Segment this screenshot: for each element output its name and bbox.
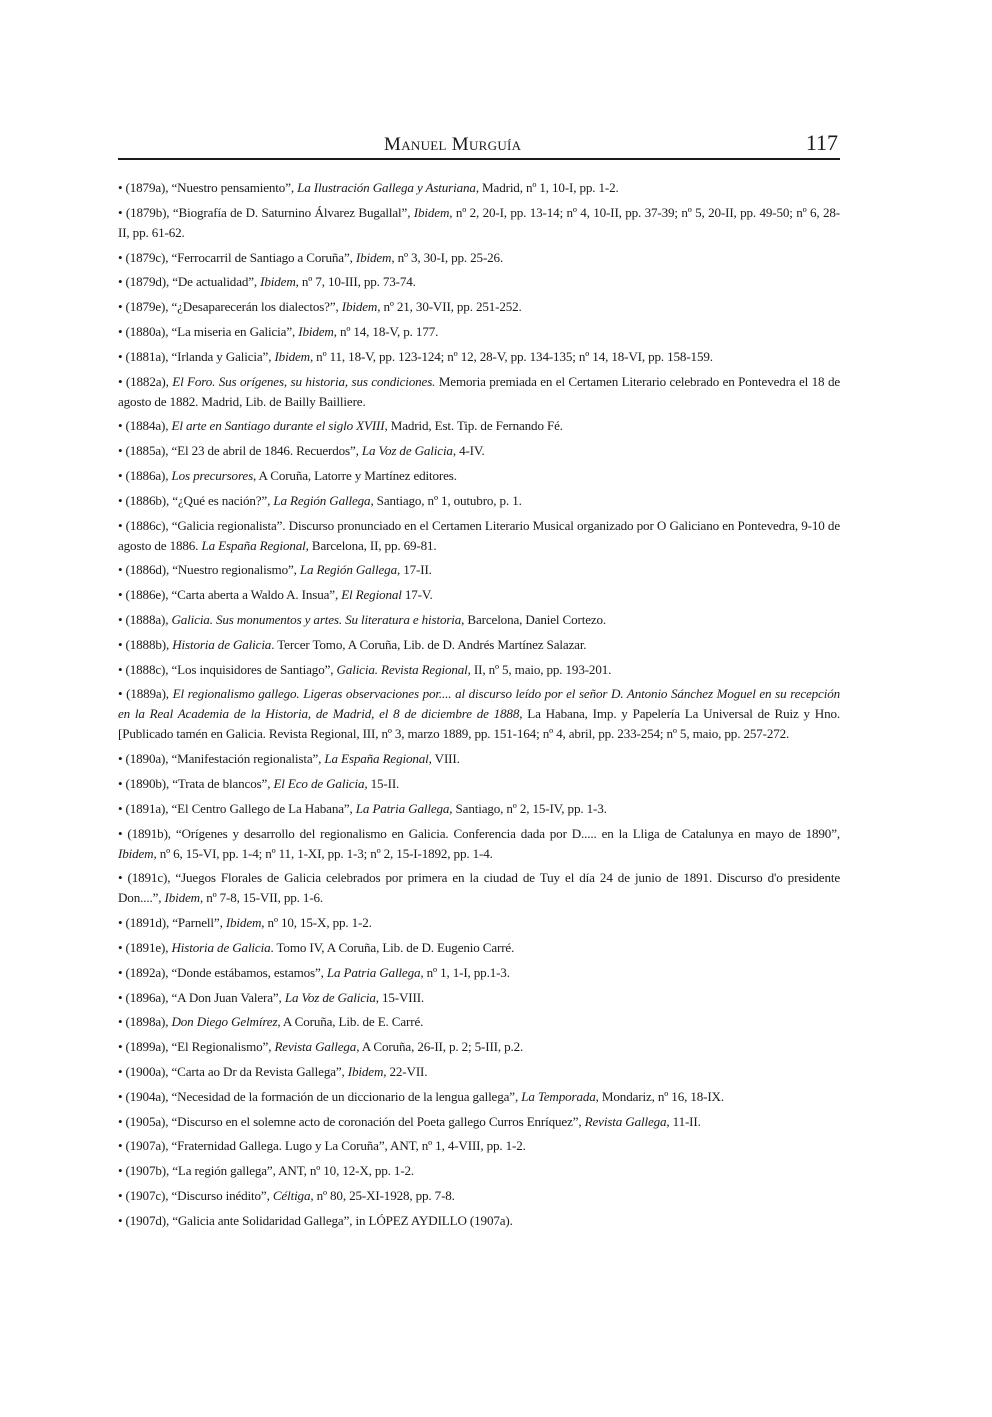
- entry-prefix: • (1879c), “Ferrocarril de Santiago a Coruña”,: [118, 249, 356, 265]
- bibliography-entry: [118, 1062, 840, 1082]
- entry-title: La Voz de Galicia: [361, 443, 453, 459]
- entry-title: Ibidem: [164, 890, 200, 906]
- entry-title: Ibidem: [347, 1063, 384, 1079]
- entry-title: La Temporada: [521, 1088, 596, 1104]
- bibliography-entry: [118, 1087, 840, 1107]
- entry-prefix: • (1900a), “Carta ao Dr da Revista Gallega”,: [118, 1063, 348, 1079]
- entry-title: Ibidem: [298, 323, 334, 339]
- entry-suffix: , nº 80, 25-XI-1928, pp. 7-8.: [310, 1187, 455, 1203]
- entry-prefix: • (1891d), “Parnell”,: [118, 915, 226, 931]
- entry-suffix: , Mondariz, nº 16, 18-IX.: [595, 1088, 724, 1104]
- entry-title: Ibidem: [118, 845, 154, 861]
- bibliography-entry: [118, 799, 840, 819]
- entry-suffix: , nº 10, 15-X, pp. 1-2.: [261, 915, 372, 931]
- entry-suffix: , nº 1, 1-I, pp.1-3.: [420, 964, 510, 980]
- bibliography-entry: [118, 1037, 840, 1057]
- bibliography-entry: [118, 824, 840, 864]
- bibliography-entry: [118, 585, 840, 605]
- entry-suffix: , Madrid, Est. Tip. de Fernando Fé.: [384, 418, 563, 434]
- entry-title: Ibidem: [260, 274, 296, 290]
- entry-prefix: • (1886a),: [118, 467, 172, 483]
- bibliography-list: [118, 178, 840, 1231]
- entry-title: La España Regional: [201, 537, 306, 553]
- bibliography-entry: [118, 988, 840, 1008]
- entry-prefix: • (1907c), “Discurso inédito”,: [118, 1187, 273, 1203]
- entry-suffix: , Barcelona, II, pp. 69-81.: [305, 537, 437, 553]
- entry-prefix: • (1907b), “La región gallega”, ANT, nº 10, 12-X, pp. 1-2.: [118, 1163, 415, 1179]
- entry-prefix: • (1886b), “¿Qué es nación?”,: [118, 492, 274, 508]
- entry-title: El Regional: [341, 587, 402, 603]
- bibliography-entry: [118, 774, 840, 794]
- entry-title: La Patria Gallega: [326, 964, 421, 980]
- entry-prefix: • (1889a),: [118, 686, 173, 702]
- bibliography-entry: [118, 1112, 840, 1132]
- entry-prefix: • (1886c), “Galicia regionalista”. Discurso pronunciado en el Certamen Literario Musical organizado por O Galiciano en Pontevedra, 9-10 de agosto de 1886.: [118, 517, 840, 553]
- entry-suffix: , nº 14, 18-V, p. 177.: [333, 323, 439, 339]
- header-title: Manuel Murguía: [384, 134, 522, 155]
- entry-prefix: • (1890b), “Trata de blancos”,: [118, 775, 274, 791]
- entry-suffix: , nº 3, 30-I, pp. 25-26.: [391, 249, 504, 265]
- bibliography-entry: [118, 297, 840, 317]
- entry-prefix: • (1904a), “Necesidad de la formación de un diccionario de la lengua gallega”,: [118, 1088, 522, 1104]
- entry-title: Ibidem: [341, 299, 378, 315]
- bibliography-entry: [118, 660, 840, 680]
- entry-prefix: • (1907a), “Fraternidad Gallega. Lugo y La Coruña”, ANT, nº 1, 4-VIII, pp. 1-2.: [118, 1138, 526, 1154]
- bibliography-entry: [118, 416, 840, 436]
- entry-suffix: , 22-VII.: [383, 1063, 428, 1079]
- entry-suffix: , 17-II.: [396, 562, 432, 578]
- entry-prefix: • (1907d), “Galicia ante Solidaridad Gallega”, in LÓPEZ AYDILLO (1907a).: [118, 1212, 513, 1228]
- bibliography-entry: [118, 322, 840, 342]
- bibliography-entry: [118, 684, 840, 744]
- bibliography-entry: [118, 272, 840, 292]
- entry-title: La Región Gallega: [273, 492, 371, 508]
- entry-prefix: • (1884a),: [118, 418, 172, 434]
- entry-title: Revista Gallega: [274, 1039, 357, 1055]
- entry-title: El Foro. Sus orígenes, su historia, sus condiciones.: [172, 373, 436, 389]
- entry-prefix: • (1886e), “Carta aberta a Waldo A. Insua”,: [118, 587, 342, 603]
- entry-suffix: , Santiago, nº 1, outubro, p. 1.: [370, 492, 522, 508]
- bibliography-entry: [118, 749, 840, 769]
- entry-title: Ibidem: [355, 249, 392, 265]
- bibliography-entry: [118, 1012, 840, 1032]
- entry-suffix: , VIII.: [428, 751, 460, 767]
- entry-suffix: , A Coruña, Lib. de E. Carré.: [277, 1014, 424, 1030]
- entry-title: Historia de Galicia: [171, 939, 271, 955]
- entry-prefix: • (1891e),: [118, 939, 172, 955]
- bibliography-entry: [118, 516, 840, 556]
- entry-prefix: • (1879d), “De actualidad”,: [118, 274, 261, 290]
- entry-suffix: Memoria premiada en el Certamen Literario celebrado en Pontevedra el 18 de agosto de 1882. Madrid, Lib. de Bailly Bailliere.: [118, 373, 841, 409]
- running-header: [118, 128, 840, 160]
- entry-suffix: , nº 7, 10-III, pp. 73-74.: [295, 274, 416, 290]
- entry-title: El arte en Santiago durante el siglo XVIII: [171, 418, 385, 434]
- entry-title: Céltiga: [272, 1187, 311, 1203]
- bibliography-entry: [118, 1136, 840, 1156]
- entry-suffix: , Santiago, nº 2, 15-IV, pp. 1-3.: [449, 800, 607, 816]
- entry-suffix: . Tercer Tomo, A Coruña, Lib. de D. Andrés Martínez Salazar.: [271, 636, 587, 652]
- entry-suffix: , 11-II.: [666, 1113, 701, 1129]
- entry-title: Ibidem: [274, 348, 310, 364]
- bibliography-entry: [118, 963, 840, 983]
- entry-title: Ibidem: [413, 204, 450, 220]
- entry-prefix: • (1885a), “El 23 de abril de 1846. Recuerdos”,: [118, 443, 362, 459]
- bibliography-entry: [118, 1186, 840, 1206]
- bibliography-entry: [118, 868, 840, 908]
- page-number: 117: [805, 130, 838, 155]
- entry-title: La Región Gallega: [299, 562, 397, 578]
- entry-prefix: • (1886d), “Nuestro regionalismo”,: [118, 562, 300, 578]
- document-page: [118, 128, 840, 1235]
- bibliography-entry: [118, 441, 840, 461]
- entry-title: La Ilustración Gallega y Asturiana: [297, 180, 476, 195]
- bibliography-entry: [118, 1161, 840, 1181]
- entry-prefix: • (1905a), “Discurso en el solemne acto de coronación del Poeta gallego Curros Enríquez”,: [118, 1113, 585, 1129]
- entry-prefix: • (1891a), “El Centro Gallego de La Habana”,: [118, 800, 356, 816]
- entry-suffix: , Madrid, nº 1, 10-I, pp. 1-2.: [475, 180, 619, 195]
- entry-suffix: , nº 6, 15-VI, pp. 1-4; nº 11, 1-XI, pp. 1-3; nº 2, 15-I-1892, pp. 1-4.: [153, 845, 493, 861]
- entry-prefix: • (1892a), “Donde estábamos, estamos”,: [118, 964, 327, 980]
- entry-suffix: , 15-II.: [364, 775, 400, 791]
- bibliography-entry: [118, 635, 840, 655]
- bibliography-entry: [118, 938, 840, 958]
- entry-prefix: • (1881a), “Irlanda y Galicia”,: [118, 348, 275, 364]
- entry-title: Galicia. Revista Regional: [336, 661, 468, 677]
- entry-title: El Eco de Galicia: [273, 775, 365, 791]
- entry-suffix: 17-V.: [401, 587, 433, 603]
- entry-prefix: • (1890a), “Manifestación regionalista”,: [118, 751, 325, 767]
- entry-suffix: , nº 21, 30-VII, pp. 251-252.: [377, 299, 522, 315]
- entry-title: Revista Gallega: [584, 1113, 667, 1129]
- entry-title: Galicia. Sus monumentos y artes. Su literatura e historia: [171, 611, 462, 627]
- entry-title: Don Diego Gelmírez: [171, 1014, 278, 1030]
- entry-prefix: • (1882a),: [118, 373, 173, 389]
- entry-prefix: • (1888b),: [118, 636, 173, 652]
- entry-title: Historia de Galicia: [172, 636, 272, 652]
- entry-suffix: , 4-IV.: [452, 443, 485, 459]
- entry-prefix: • (1899a), “El Regionalismo”,: [118, 1039, 275, 1055]
- entry-suffix: . Tomo IV, A Coruña, Lib. de D. Eugenio Carré.: [270, 939, 515, 955]
- entry-suffix: , A Coruña, Latorre y Martínez editores.: [253, 467, 457, 483]
- bibliography-entry: [118, 913, 840, 933]
- entry-suffix: , La Habana, Imp. y Papelería La Universal de Ruiz y Hno. [Publicado tamén en Galicia. Revista Regional, III, nº 3, marzo 1889, pp. 151-164; nº 4, abril, pp. 233-254; nº 5, maio, pp. 257-272.: [118, 706, 840, 742]
- entry-prefix: • (1880a), “La miseria en Galicia”,: [118, 323, 299, 339]
- entry-prefix: • (1896a), “A Don Juan Valera”,: [118, 989, 285, 1005]
- entry-title: El regionalismo gallego. Ligeras observaciones por.... al discurso leído por el señor D. Antonio Sánchez Moguel en su recepción en la Real Academia de la Historia, de Madrid, el 8 de diciembre de 1888: [118, 686, 840, 722]
- entry-suffix: , Barcelona, Daniel Cortezo.: [461, 611, 607, 627]
- entry-title: La Patria Gallega: [355, 800, 450, 816]
- bibliography-entry: [118, 560, 840, 580]
- entry-title: La España Regional: [324, 751, 429, 767]
- bibliography-entry: [118, 1211, 840, 1231]
- entry-suffix: , nº 11, 18-V, pp. 123-124; nº 12, 28-V, pp. 134-135; nº 14, 18-VI, pp. 158-159.: [309, 348, 713, 364]
- entry-suffix: , nº 7-8, 15-VII, pp. 1-6.: [199, 890, 324, 906]
- entry-prefix: • (1879e), “¿Desaparecerán los dialectos?”,: [118, 299, 342, 315]
- bibliography-entry: [118, 372, 840, 412]
- entry-suffix: , II, nº 5, maio, pp. 193-201.: [467, 661, 612, 677]
- entry-prefix: • (1879b), “Biografía de D. Saturnino Álvarez Bugallal”,: [118, 204, 414, 220]
- entry-suffix: , A Coruña, 26-II, p. 2; 5-III, p.2.: [356, 1039, 524, 1055]
- entry-prefix: • (1891c), “Juegos Florales de Galicia celebrados por primera en la ciudad de Tuy el día 24 de junio de 1891. Discurso d'o presidente Don....”,: [118, 870, 840, 906]
- bibliography-entry: [118, 466, 840, 486]
- entry-suffix: , nº 2, 20-I, pp. 13-14; nº 4, 10-II, pp. 37-39; nº 5, 20-II, pp. 49-50; nº 6, 28-II, pp. 61-62.: [118, 204, 841, 240]
- bibliography-entry: [118, 491, 840, 511]
- bibliography-entry: [118, 178, 840, 198]
- entry-title: Los precursores: [171, 467, 254, 483]
- entry-prefix: • (1891b), “Orígenes y desarrollo del regionalismo en Galicia. Conferencia dada por D..... en la Lliga de Catalunya en mayo de 1890”,: [118, 825, 840, 841]
- entry-prefix: • (1898a),: [118, 1014, 172, 1030]
- entry-prefix: • (1879a), “Nuestro pensamiento”,: [118, 180, 298, 195]
- bibliography-entry: [118, 203, 840, 243]
- entry-title: Ibidem: [225, 915, 262, 931]
- entry-prefix: • (1888c), “Los inquisidores de Santiago”,: [118, 661, 337, 677]
- bibliography-entry: [118, 248, 840, 268]
- entry-prefix: • (1888a),: [118, 611, 172, 627]
- entry-title: La Voz de Galicia: [284, 989, 376, 1005]
- entry-suffix: , 15-VIII.: [375, 989, 425, 1005]
- bibliography-entry: [118, 347, 840, 367]
- bibliography-entry: [118, 610, 840, 630]
